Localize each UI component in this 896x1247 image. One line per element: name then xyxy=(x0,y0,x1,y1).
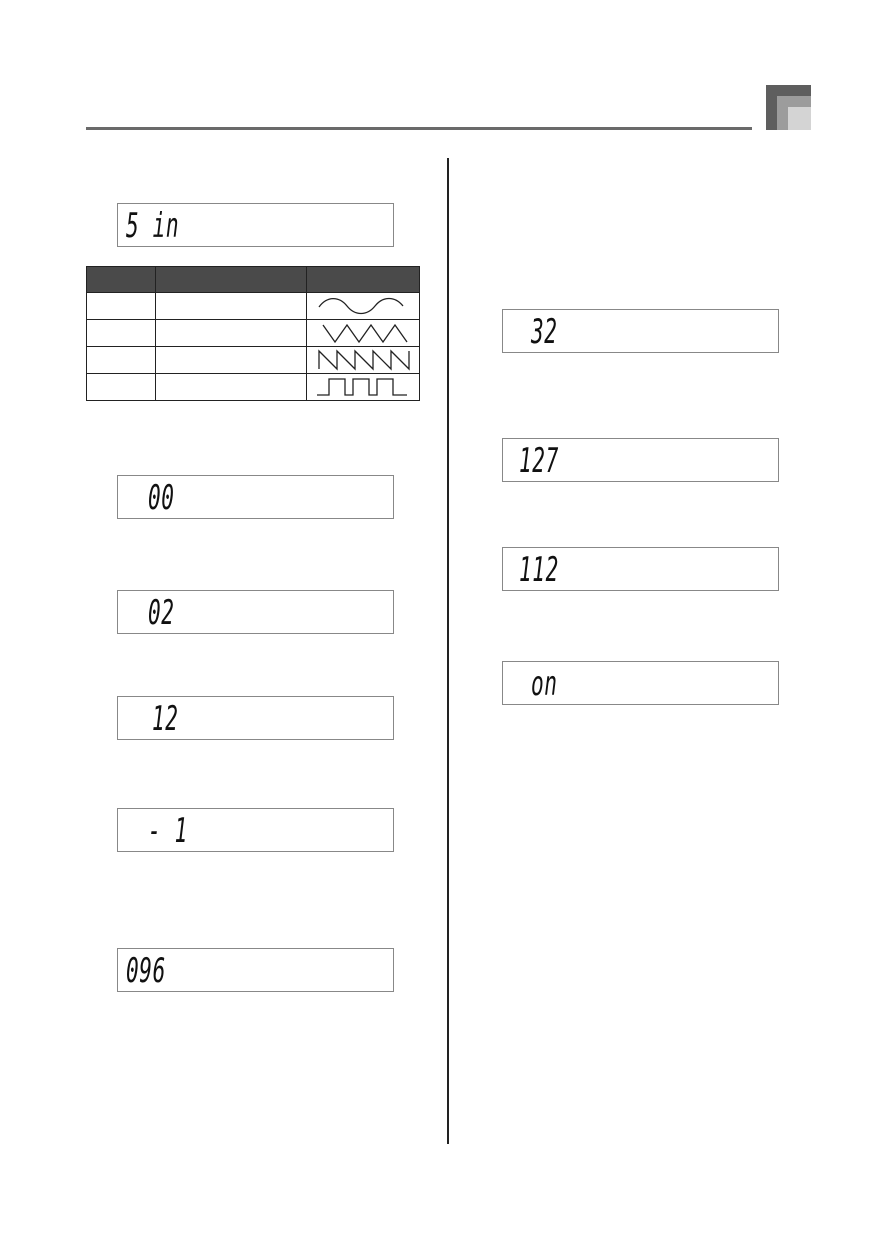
lcd-display xyxy=(117,590,394,634)
table-row xyxy=(87,293,420,320)
lcd-value: 00 xyxy=(148,478,175,518)
table-cell-number xyxy=(87,320,156,347)
table-cell-number xyxy=(87,347,156,374)
lcd-value: 096 xyxy=(126,951,166,991)
lcd-value: 127 xyxy=(519,441,559,481)
lcd-value: 32 xyxy=(531,312,558,352)
column-divider xyxy=(447,158,449,1144)
table-cell-name xyxy=(156,293,307,320)
table-header-row xyxy=(87,267,420,293)
lcd-display xyxy=(502,438,779,482)
table-cell-waveform xyxy=(307,320,420,347)
lcd-display xyxy=(502,309,779,353)
sawtooth-wave-icon xyxy=(307,347,419,373)
page-corner-icon xyxy=(766,85,811,130)
sine-wave-icon xyxy=(307,293,419,319)
table-header-name xyxy=(156,267,307,293)
table-cell-waveform xyxy=(307,347,420,374)
lcd-display xyxy=(502,547,779,591)
table-cell-number xyxy=(87,293,156,320)
table-cell-waveform xyxy=(307,293,420,320)
table-cell-number xyxy=(87,374,156,401)
table-cell-name xyxy=(156,374,307,401)
lcd-display xyxy=(117,696,394,740)
header-rule xyxy=(86,127,752,130)
lcd-value: 02 xyxy=(148,593,175,633)
table-header-waveform xyxy=(307,267,420,293)
lcd-value: 112 xyxy=(519,550,559,590)
waveform-table xyxy=(86,266,420,401)
lcd-display xyxy=(502,661,779,705)
table-row xyxy=(87,320,420,347)
lcd-value: 5 in xyxy=(126,206,180,246)
lcd-display-waveform xyxy=(117,203,394,247)
lcd-value: 12 xyxy=(152,699,179,739)
table-cell-name xyxy=(156,347,307,374)
square-wave-icon xyxy=(307,374,419,400)
table-cell-name xyxy=(156,320,307,347)
table-row xyxy=(87,374,420,401)
table-row xyxy=(87,347,420,374)
lcd-value: on xyxy=(531,664,558,704)
table-cell-waveform xyxy=(307,374,420,401)
lcd-display xyxy=(117,948,394,992)
lcd-value: - 1 xyxy=(148,811,188,851)
lcd-display xyxy=(117,808,394,852)
triangle-wave-icon xyxy=(307,320,419,346)
lcd-display xyxy=(117,475,394,519)
table-header-number xyxy=(87,267,156,293)
